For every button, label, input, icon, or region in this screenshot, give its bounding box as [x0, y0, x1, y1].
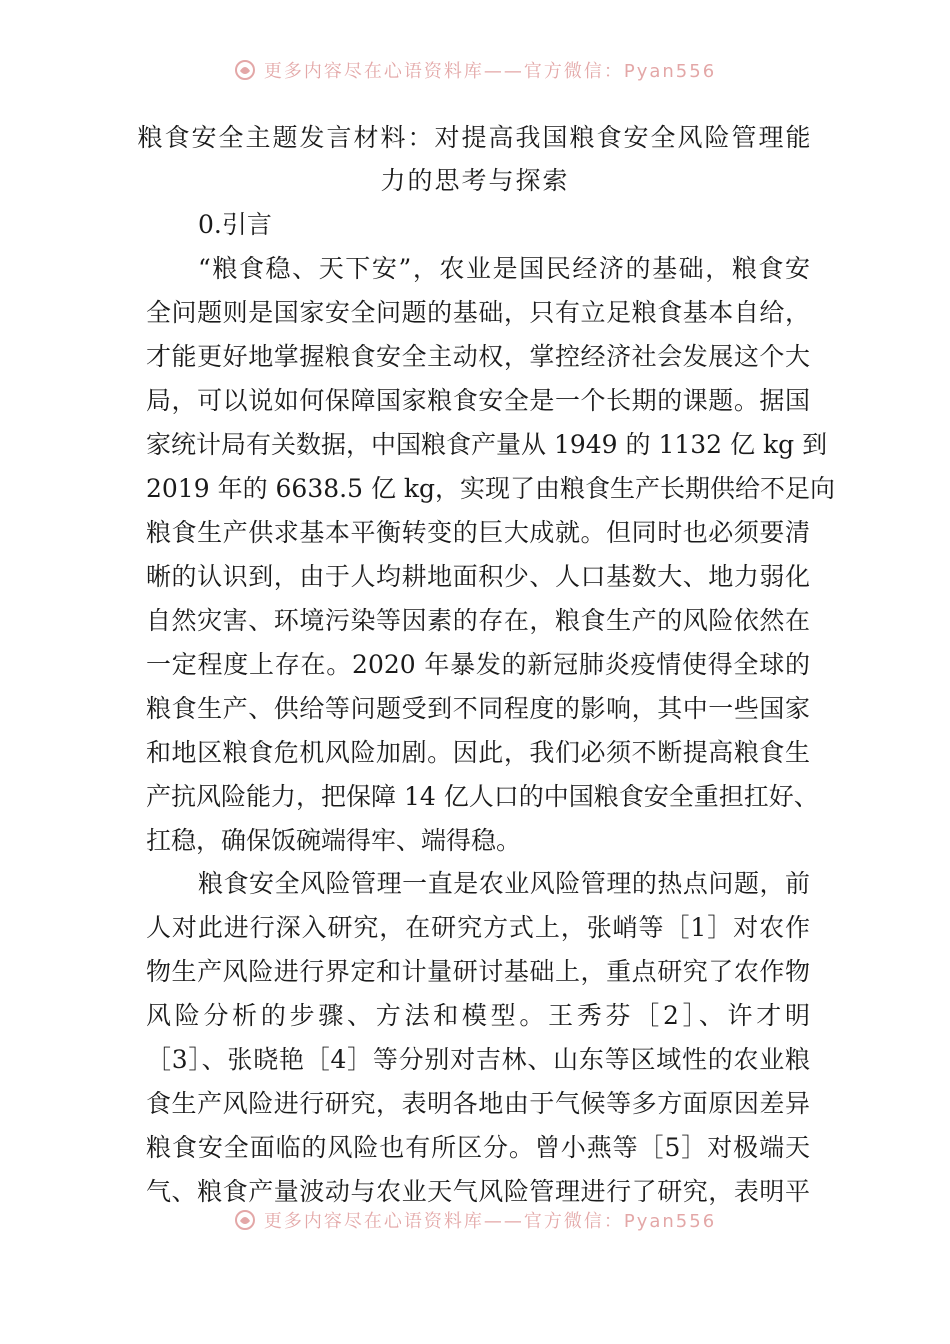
document-title-line-2: 力的思考与探索 [380, 166, 570, 195]
paragraph-1-line: 粮食生产、供给等问题受到不同程度的影响，其中一些国家 [146, 694, 810, 723]
paragraph-1-line: 一定程度上存在。2020 年暴发的新冠肺炎疫情使得全球的 [146, 650, 810, 679]
paragraph-2-line: ［3］、张晓艳［4］等分别对吉林、山东等区域性的农业粮 [146, 1045, 810, 1074]
paragraph-2-line: 人对此进行深入研究，在研究方式上，张峭等［1］对农作 [146, 913, 810, 942]
paragraph-1-line: 和地区粮食危机风险加剧。因此，我们必须不断提高粮食生 [146, 738, 810, 767]
paragraph-1-line: 2019 年的 6638.5 亿 kg，实现了由粮食生产长期供给不足向 [146, 474, 836, 503]
paragraph-2-line: 粮食安全风险管理一直是农业风险管理的热点问题，前 [198, 869, 810, 898]
watermark-bottom [0, 1205, 950, 1235]
watermark-top [0, 55, 950, 85]
logo-icon [234, 1209, 256, 1231]
paragraph-1-line: 才能更好地掌握粮食安全主动权，掌控经济社会发展这个大 [146, 342, 810, 371]
paragraph-1-line: 扛稳，确保饭碗端得牢、端得稳。 [146, 826, 522, 855]
paragraph-1-line: 家统计局有关数据，中国粮食产量从 1949 的 1132 亿 kg 到 [146, 430, 828, 459]
watermark-text: 更多内容尽在心语资料库——官方微信：Pyan556 [263, 61, 717, 82]
paragraph-1-line: 产抗风险能力，把保障 14 亿人口的中国粮食安全重担扛好、 [146, 782, 819, 811]
section-heading: 0.引言 [198, 210, 272, 239]
paragraph-2-line: 气、粮食产量波动与农业天气风险管理进行了研究，表明平 [146, 1177, 810, 1206]
paragraph-1-line: 晰的认识到，由于人均耕地面积少、人口基数大、地力弱化 [146, 562, 810, 591]
logo-icon [234, 59, 256, 81]
paragraph-1-line: 全问题则是国家安全问题的基础，只有立足粮食基本自给， [146, 298, 810, 327]
paragraph-2-line: 风险分析的步骤、方法和模型。王秀芬［2］、许才明 [146, 1001, 810, 1030]
watermark-text: 更多内容尽在心语资料库——官方微信：Pyan556 [263, 1211, 717, 1232]
paragraph-2-line: 物生产风险进行界定和计量研讨基础上，重点研究了农作物 [146, 957, 810, 986]
paragraph-2-line: 食生产风险进行研究，表明各地由于气候等多方面原因差异 [146, 1089, 810, 1118]
paragraph-1-line: 粮食生产供求基本平衡转变的巨大成就。但同时也必须要清 [146, 518, 810, 547]
paragraph-1-line: “粮食稳、天下安”，农业是国民经济的基础，粮食安 [198, 254, 810, 283]
paragraph-1-line: 自然灾害、环境污染等因素的存在，粮食生产的风险依然在 [146, 606, 810, 635]
document-title-line-1: 粮食安全主题发言材料：对提高我国粮食安全风险管理能 [137, 123, 813, 152]
paragraph-2-line: 粮食安全面临的风险也有所区分。曾小燕等［5］对极端天 [146, 1133, 810, 1162]
paragraph-1-line: 局，可以说如何保障国家粮食安全是一个长期的课题。据国 [146, 386, 810, 415]
